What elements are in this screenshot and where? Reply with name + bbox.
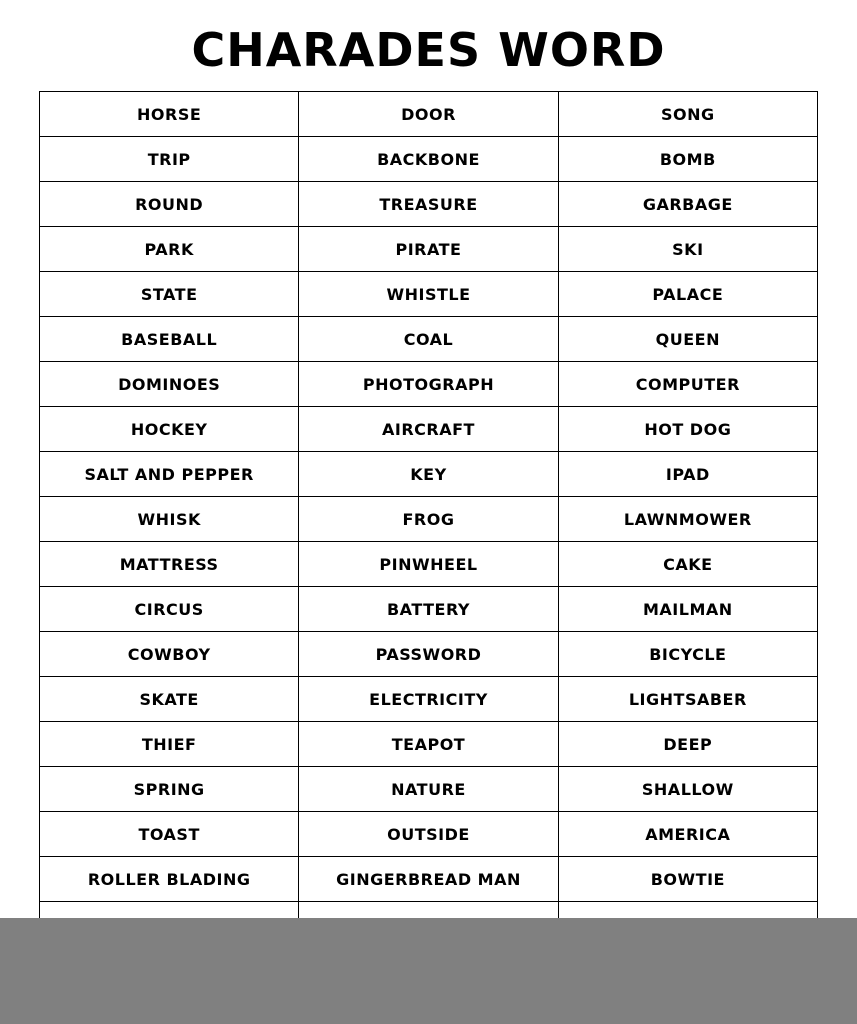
word-cell: PIRATE bbox=[299, 227, 558, 272]
word-cell: COAL bbox=[299, 317, 558, 362]
word-cell: DEEP bbox=[558, 722, 817, 767]
table-row bbox=[40, 722, 818, 767]
word-cell: IPAD bbox=[558, 452, 817, 497]
table-row bbox=[40, 272, 818, 317]
table-row bbox=[40, 542, 818, 587]
word-cell: TREASURE bbox=[299, 182, 558, 227]
table-row bbox=[40, 182, 818, 227]
word-cell: SPRING bbox=[40, 767, 299, 812]
word-cell: WHISK bbox=[40, 497, 299, 542]
word-cell: PINWHEEL bbox=[299, 542, 558, 587]
charades-word-table bbox=[39, 91, 818, 947]
word-cell: SONG bbox=[558, 92, 817, 137]
word-cell: NATURE bbox=[299, 767, 558, 812]
word-cell: ROUND bbox=[40, 182, 299, 227]
word-cell: KEY bbox=[299, 452, 558, 497]
table-row bbox=[40, 497, 818, 542]
word-cell: MATTRESS bbox=[40, 542, 299, 587]
word-cell: COMPUTER bbox=[558, 362, 817, 407]
table-row bbox=[40, 677, 818, 722]
table-row bbox=[40, 92, 818, 137]
word-cell: CAKE bbox=[558, 542, 817, 587]
bottom-overlay-bar bbox=[0, 918, 857, 1024]
word-cell: OUTSIDE bbox=[299, 812, 558, 857]
table-row bbox=[40, 587, 818, 632]
word-cell: SKI bbox=[558, 227, 817, 272]
word-cell: HOCKEY bbox=[40, 407, 299, 452]
table-row bbox=[40, 362, 818, 407]
table-row bbox=[40, 452, 818, 497]
word-cell: FROG bbox=[299, 497, 558, 542]
word-cell: AIRCRAFT bbox=[299, 407, 558, 452]
word-cell: BASEBALL bbox=[40, 317, 299, 362]
word-cell: COWBOY bbox=[40, 632, 299, 677]
word-cell: MAILMAN bbox=[558, 587, 817, 632]
word-cell: TRIP bbox=[40, 137, 299, 182]
word-cell: HOT DOG bbox=[558, 407, 817, 452]
table-row bbox=[40, 812, 818, 857]
word-cell: PALACE bbox=[558, 272, 817, 317]
table-row bbox=[40, 767, 818, 812]
word-cell: BACKBONE bbox=[299, 137, 558, 182]
table-row bbox=[40, 857, 818, 902]
word-cell: WHISTLE bbox=[299, 272, 558, 317]
word-cell: ROLLER BLADING bbox=[40, 857, 299, 902]
word-cell: LIGHTSABER bbox=[558, 677, 817, 722]
word-cell: TOAST bbox=[40, 812, 299, 857]
table-row bbox=[40, 632, 818, 677]
word-cell: AMERICA bbox=[558, 812, 817, 857]
word-cell: ELECTRICITY bbox=[299, 677, 558, 722]
word-cell: PASSWORD bbox=[299, 632, 558, 677]
word-cell: GARBAGE bbox=[558, 182, 817, 227]
table-row bbox=[40, 137, 818, 182]
word-cell: BATTERY bbox=[299, 587, 558, 632]
word-cell: LAWNMOWER bbox=[558, 497, 817, 542]
word-cell: BOWTIE bbox=[558, 857, 817, 902]
word-cell: GINGERBREAD MAN bbox=[299, 857, 558, 902]
word-cell: CIRCUS bbox=[40, 587, 299, 632]
table-row bbox=[40, 407, 818, 452]
word-cell: QUEEN bbox=[558, 317, 817, 362]
word-cell: DOMINOES bbox=[40, 362, 299, 407]
word-cell: DOOR bbox=[299, 92, 558, 137]
word-cell: HORSE bbox=[40, 92, 299, 137]
table-row bbox=[40, 227, 818, 272]
word-cell: PHOTOGRAPH bbox=[299, 362, 558, 407]
word-cell: THIEF bbox=[40, 722, 299, 767]
page-title: CHARADES WORD bbox=[191, 23, 666, 77]
word-cell: STATE bbox=[40, 272, 299, 317]
word-cell: BICYCLE bbox=[558, 632, 817, 677]
word-cell: TEAPOT bbox=[299, 722, 558, 767]
table-row bbox=[40, 317, 818, 362]
word-cell: BOMB bbox=[558, 137, 817, 182]
word-cell: SKATE bbox=[40, 677, 299, 722]
word-cell: SHALLOW bbox=[558, 767, 817, 812]
word-cell: PARK bbox=[40, 227, 299, 272]
word-cell: SALT AND PEPPER bbox=[40, 452, 299, 497]
